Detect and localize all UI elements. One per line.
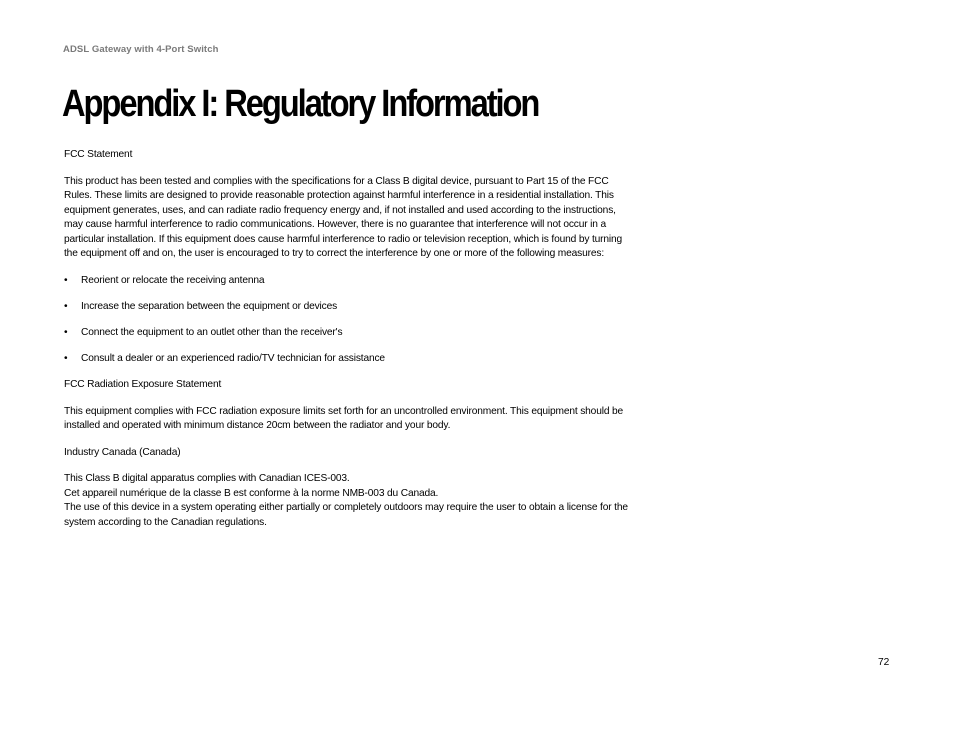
bullet-icon: • bbox=[64, 353, 68, 365]
list-item bbox=[64, 352, 634, 367]
running-header: ADSL Gateway with 4-Port Switch bbox=[63, 44, 219, 55]
list-item-text: Connect the equipment to an outlet other than the receiver's bbox=[81, 326, 343, 338]
page-number: 72 bbox=[878, 657, 890, 668]
list-item bbox=[64, 300, 634, 315]
radiation-exposure-heading: FCC Radiation Exposure Statement bbox=[64, 379, 222, 391]
document-body bbox=[64, 148, 634, 530]
page-title: Appendix I: Regulatory Information bbox=[62, 83, 539, 125]
industry-canada-license-paragraph: The use of this device in a system operating either partially or completely outdoors may require the user to obtain a license for the system according to the Canadian regulations. bbox=[64, 502, 628, 528]
bullet-icon: • bbox=[64, 274, 68, 286]
bullet-icon: • bbox=[64, 326, 68, 338]
list-item bbox=[64, 326, 634, 341]
fcc-statement-paragraph: This product has been tested and complies with the specifications for a Class B digital device, pursuant to Part 15 of the FCC Rules. These limits are designed to provide reasonable protection against harmful interference in a residential installation. This equipment generates, uses, and can radiate radio frequency energy and, if not installed and used according to the instructions, may cause harmful interference to radio communications. However, there is no guarantee that interference will not occur in a particular installation. If this equipment does cause harmful interference to radio or television reception, which is found by turning the equipment off and on, the user is encouraged to try to correct the interference by one or more of the following measures: bbox=[64, 175, 623, 259]
bullet-icon: • bbox=[64, 300, 68, 312]
fcc-statement-heading: FCC Statement bbox=[64, 149, 133, 160]
industry-canada-line-french: Cet appareil numérique de la classe B est conforme à la norme NMB-003 du Canada. bbox=[64, 487, 439, 499]
radiation-exposure-paragraph: This equipment complies with FCC radiation exposure limits set forth for an uncontrolled environment. This equipment should be installed and operated with minimum distance 20cm between the radiator and your body. bbox=[64, 405, 624, 432]
list-item-text: Consult a dealer or an experienced radio/TV technician for assistance bbox=[81, 353, 385, 365]
list-item-text: Reorient or relocate the receiving antenna bbox=[81, 274, 265, 286]
interference-measures-list bbox=[64, 274, 634, 367]
industry-canada-line-english: This Class B digital apparatus complies with Canadian ICES-003. bbox=[64, 473, 350, 485]
list-item bbox=[64, 274, 634, 289]
list-item-text: Increase the separation between the equipment or devices bbox=[81, 300, 338, 312]
industry-canada-heading: Industry Canada (Canada) bbox=[64, 446, 181, 458]
